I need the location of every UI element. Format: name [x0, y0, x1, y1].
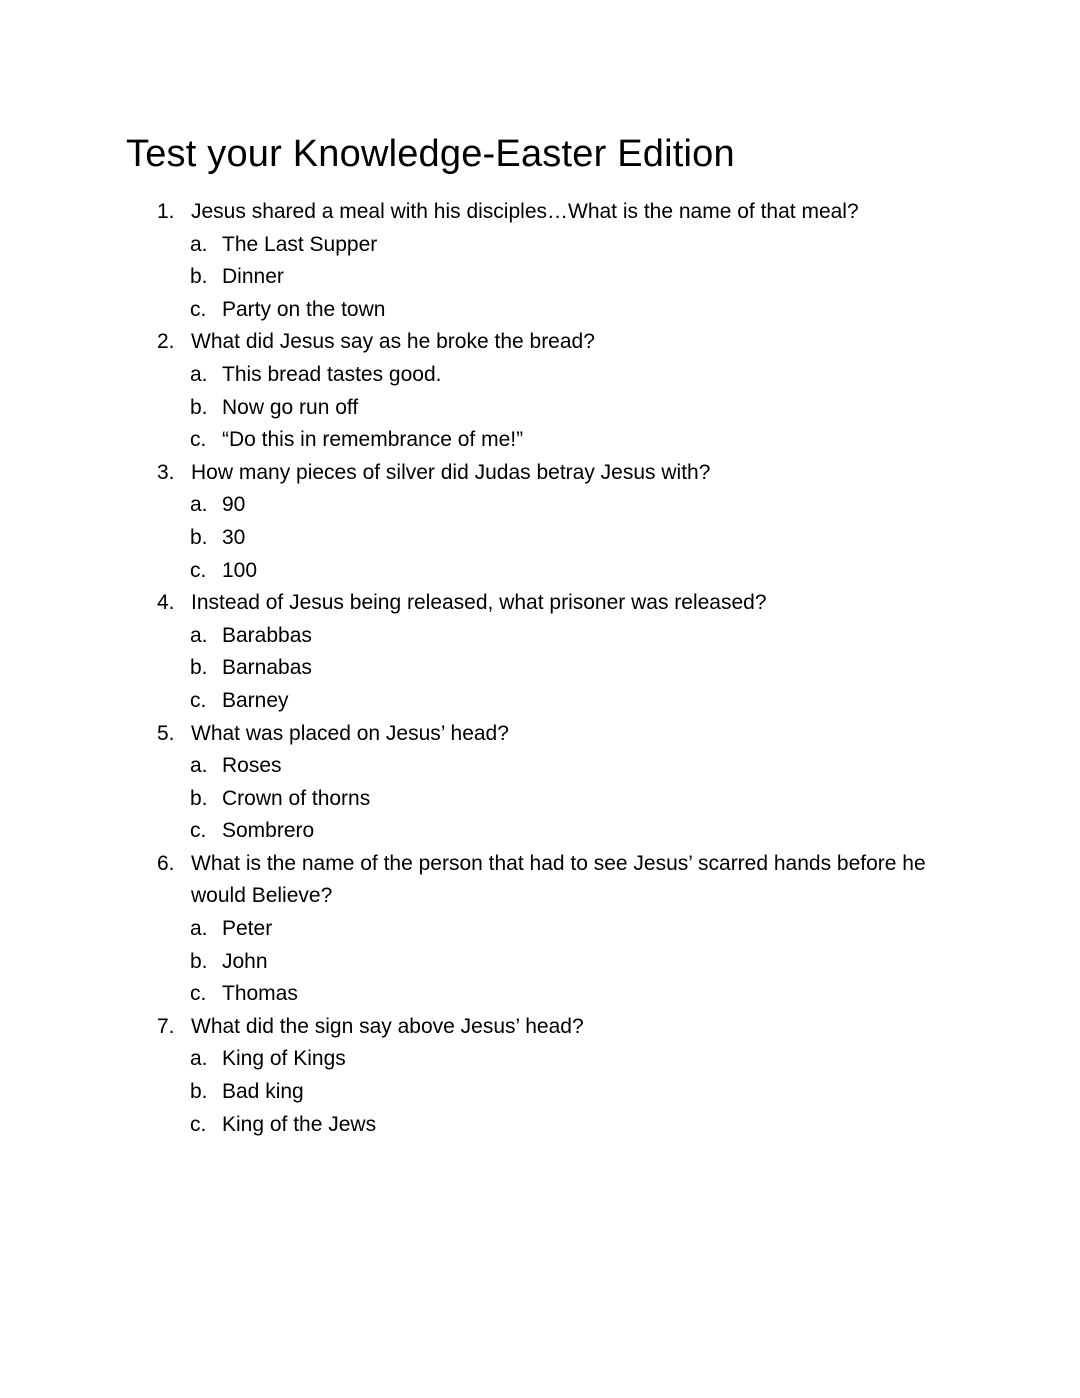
option-text: King of the Jews — [222, 1112, 377, 1136]
question-text: How many pieces of silver did Judas betray Jesus with? — [191, 460, 711, 484]
answer-option — [0, 1043, 1080, 1076]
answer-option — [0, 978, 1080, 1011]
option-text: The Last Supper — [222, 232, 378, 256]
option-letter: b. — [190, 949, 208, 973]
answer-option — [0, 1109, 1080, 1142]
option-letter: c. — [190, 819, 207, 843]
question-line — [0, 1011, 1080, 1044]
option-letter: a. — [190, 362, 208, 386]
question-2 — [0, 326, 1080, 456]
question-text: Jesus shared a meal with his disciples…What is the name of that meal? — [191, 200, 859, 223]
question-line — [0, 587, 1080, 620]
answer-option — [0, 392, 1080, 425]
answer-option — [0, 620, 1080, 653]
answer-option — [0, 652, 1080, 685]
option-text: Bad king — [222, 1080, 304, 1104]
answer-option — [0, 294, 1080, 327]
option-letter: a. — [190, 1047, 208, 1071]
question-4 — [0, 587, 1080, 717]
question-number: 3. — [157, 460, 175, 484]
quiz-list — [0, 196, 1080, 1141]
option-letter: a. — [190, 232, 208, 256]
option-letter: b. — [190, 656, 208, 680]
question-number: 4. — [157, 591, 175, 615]
question-number: 6. — [157, 851, 175, 875]
answer-option — [0, 913, 1080, 946]
answer-option — [0, 815, 1080, 848]
option-letter: b. — [190, 395, 208, 419]
question-line — [0, 848, 1080, 913]
answer-option — [0, 555, 1080, 588]
answer-option — [0, 261, 1080, 294]
question-number: 7. — [157, 1014, 175, 1038]
question-line — [0, 196, 1080, 229]
answer-option — [0, 359, 1080, 392]
question-number: 5. — [157, 721, 175, 745]
option-text: 100 — [222, 558, 258, 582]
question-line — [0, 326, 1080, 359]
question-text: What did Jesus say as he broke the bread? — [191, 330, 595, 354]
option-text: Barabbas — [222, 623, 312, 647]
option-letter: a. — [190, 754, 208, 778]
option-text: 30 — [222, 525, 246, 549]
question-text: What is the name of the person that had to see Jesus’ scarred hands before he would Believe? — [191, 851, 926, 908]
question-7 — [0, 1011, 1080, 1141]
answer-option — [0, 946, 1080, 979]
option-text: “Do this in remembrance of me!” — [222, 428, 524, 452]
option-letter: c. — [190, 688, 207, 712]
option-letter: a. — [190, 493, 208, 517]
question-number: 2. — [157, 330, 175, 354]
answer-option — [0, 750, 1080, 783]
option-letter: a. — [190, 623, 208, 647]
option-text: Roses — [222, 754, 282, 778]
option-letter: c. — [190, 1112, 207, 1136]
question-line — [0, 457, 1080, 490]
option-text: Peter — [222, 917, 273, 941]
option-text: Now go run off — [222, 395, 359, 419]
question-line — [0, 718, 1080, 751]
question-5 — [0, 718, 1080, 848]
option-text: Barnabas — [222, 656, 312, 680]
answer-option — [0, 489, 1080, 522]
option-letter: b. — [190, 525, 208, 549]
option-text: 90 — [222, 493, 246, 517]
option-text: Dinner — [222, 265, 284, 289]
option-letter: b. — [190, 1080, 208, 1104]
option-letter: b. — [190, 786, 208, 810]
option-letter: c. — [190, 297, 207, 321]
answer-option — [0, 1076, 1080, 1109]
answer-option — [0, 522, 1080, 555]
question-text: What was placed on Jesus’ head? — [191, 721, 509, 745]
answer-option — [0, 685, 1080, 718]
option-text: King of Kings — [222, 1047, 346, 1071]
question-text: Instead of Jesus being released, what prisoner was released? — [191, 591, 767, 615]
document-title: Test your Knowledge-Easter Edition — [126, 133, 735, 175]
question-3 — [0, 457, 1080, 587]
option-text: Party on the town — [222, 297, 386, 321]
option-text: Thomas — [222, 982, 298, 1006]
answer-option — [0, 783, 1080, 816]
option-text: This bread tastes good. — [222, 362, 442, 386]
option-text: Sombrero — [222, 819, 315, 843]
option-letter: b. — [190, 265, 208, 289]
question-1 — [0, 196, 1080, 326]
option-letter: c. — [190, 428, 207, 452]
option-text: John — [222, 949, 268, 973]
option-text: Crown of thorns — [222, 786, 371, 810]
answer-option — [0, 424, 1080, 457]
question-6 — [0, 848, 1080, 1011]
question-number: 1. — [157, 200, 175, 223]
option-letter: a. — [190, 917, 208, 941]
question-text: What did the sign say above Jesus’ head? — [191, 1014, 584, 1038]
answer-option — [0, 229, 1080, 262]
option-letter: c. — [190, 558, 207, 582]
option-text: Barney — [222, 688, 289, 712]
option-letter: c. — [190, 982, 207, 1006]
